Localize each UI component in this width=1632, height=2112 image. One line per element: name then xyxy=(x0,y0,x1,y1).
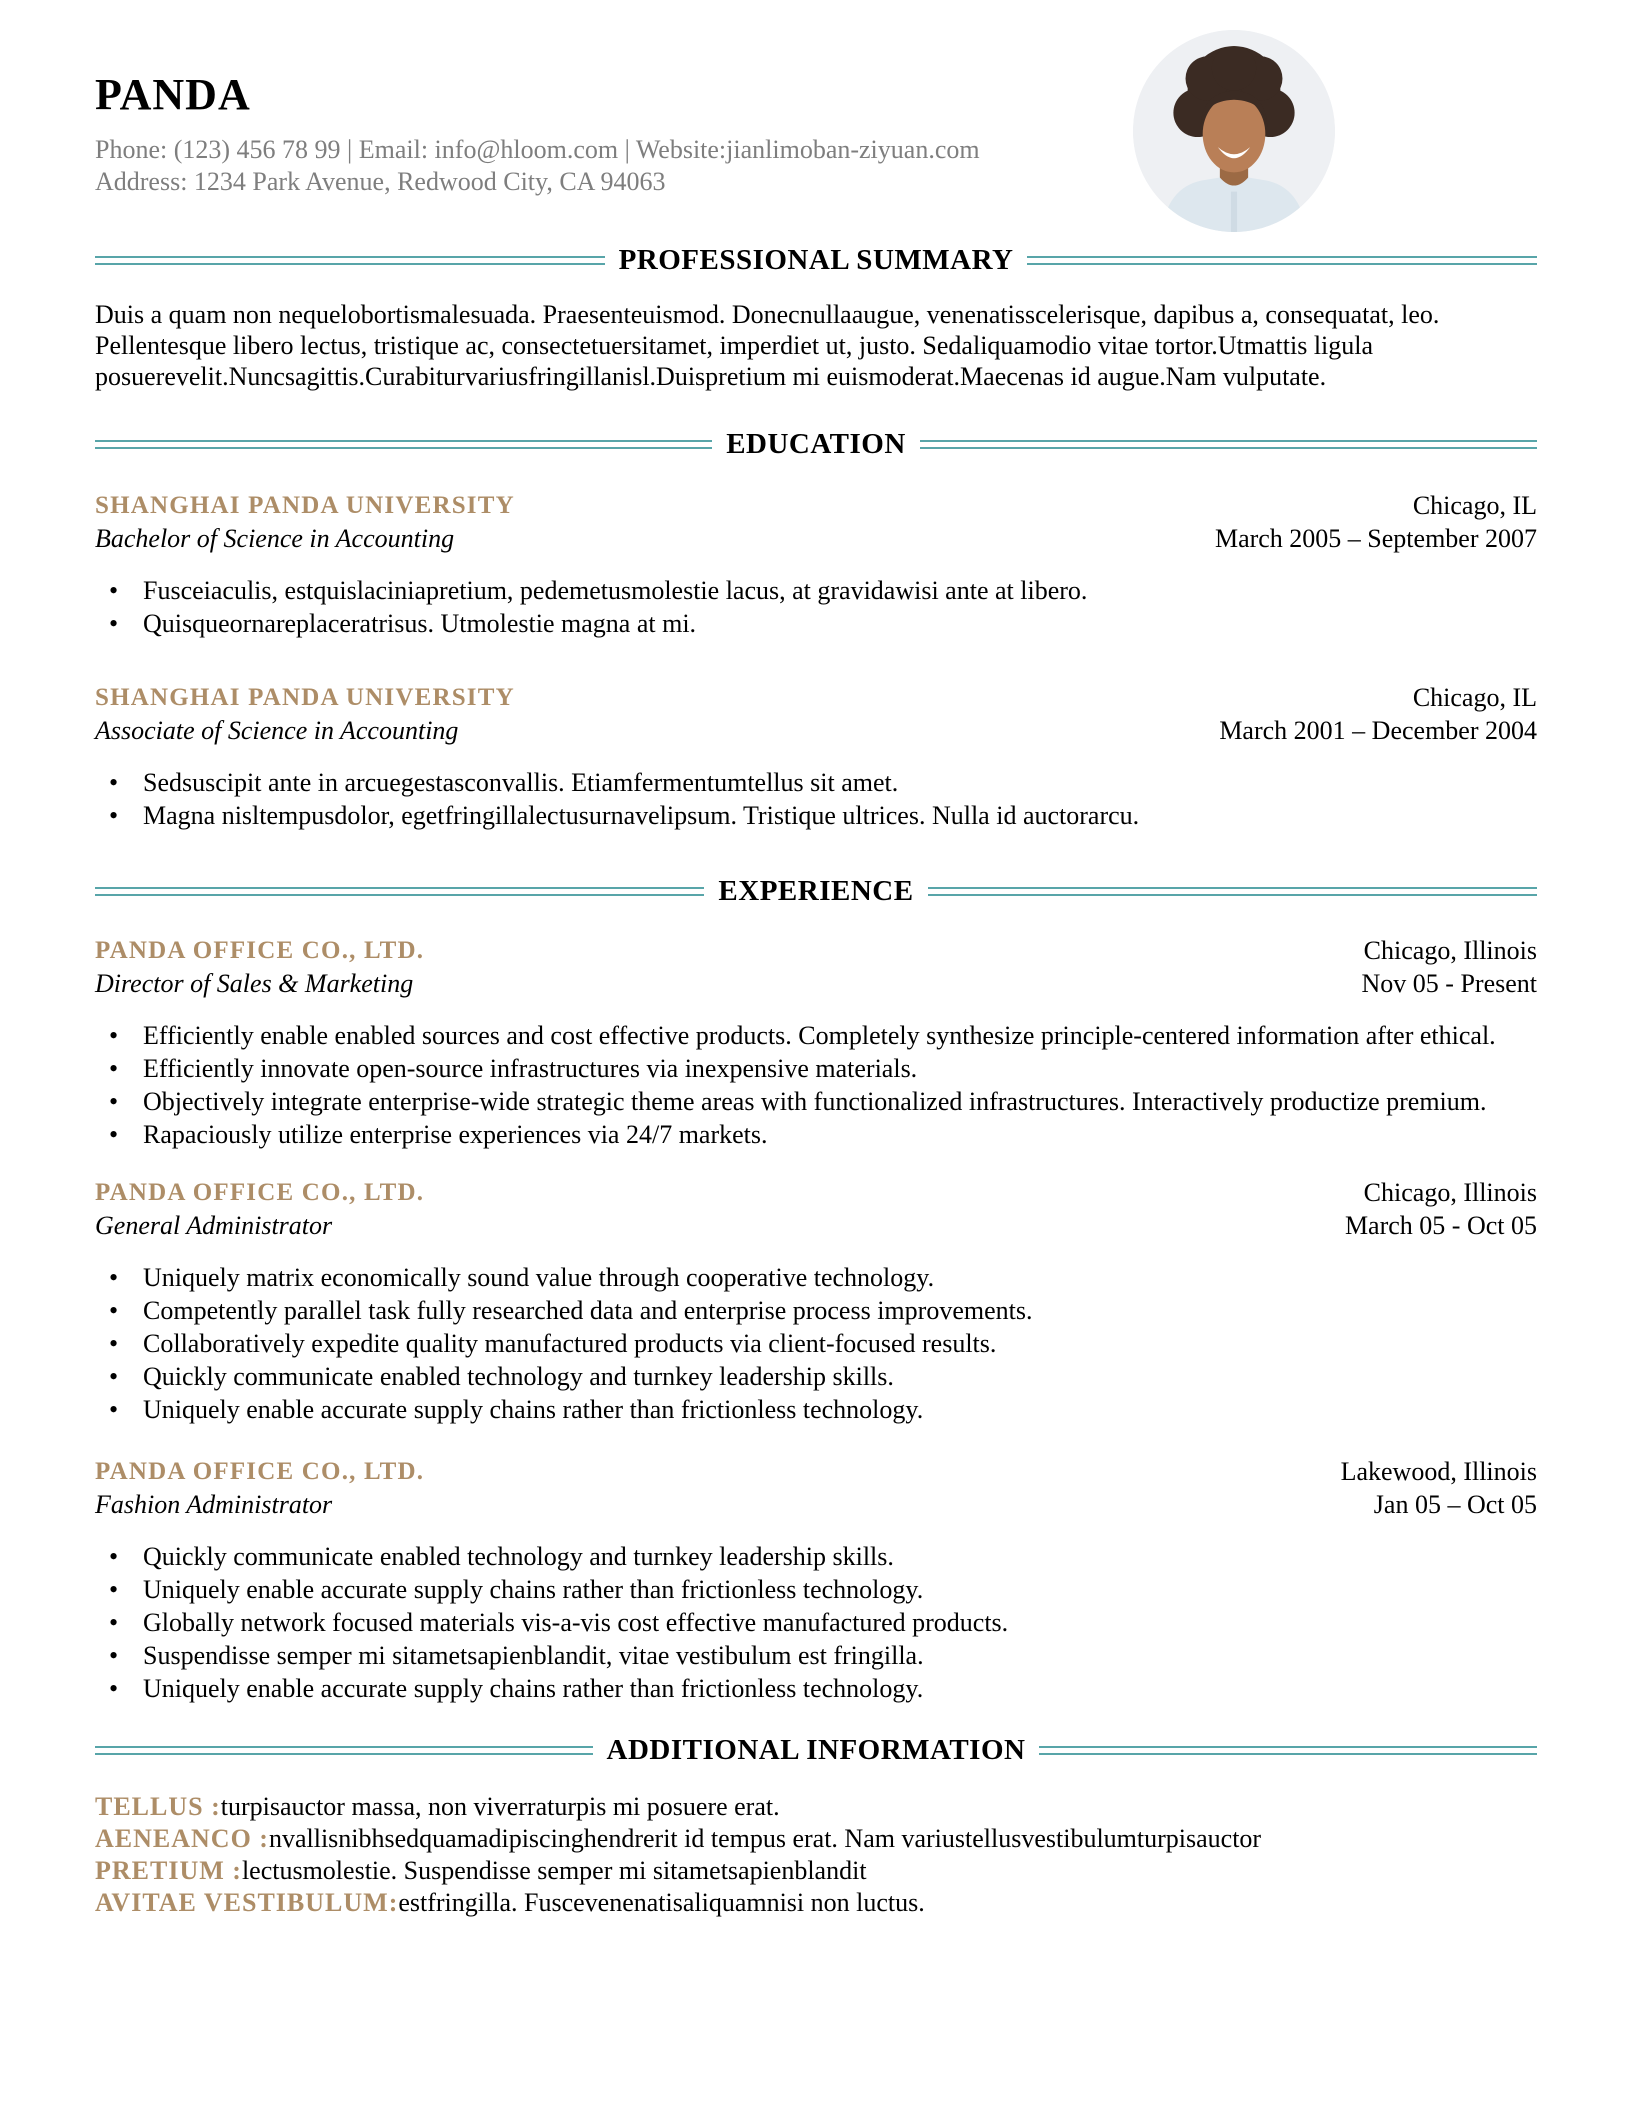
job-title: Director of Sales & Marketing xyxy=(95,969,414,998)
bullet-item: • Efficiently innovate open-source infrastructures via inexpensive materials. xyxy=(107,1053,1537,1084)
section-title: EDUCATION xyxy=(726,428,906,460)
entry-location: Chicago, IL xyxy=(1412,683,1537,712)
divider-line xyxy=(95,887,704,896)
bullet-item: • Efficiently enable enabled sources and cost effective products. Completely synthesize principle-centered information after ethical. xyxy=(107,1020,1537,1051)
entry-header xyxy=(95,934,1537,1000)
degree-title: Associate of Science in Accounting xyxy=(95,716,459,745)
divider-line xyxy=(1027,256,1537,265)
entry-location: Chicago, IL xyxy=(1412,491,1537,520)
additional-info-label: TELLUS : xyxy=(95,1792,221,1821)
entry-header xyxy=(95,1176,1537,1242)
section-header-experience xyxy=(95,875,1537,908)
bullet-list xyxy=(95,1262,1537,1425)
person-name: PANDA xyxy=(95,70,251,119)
additional-info-text: turpisauctor massa, non viverraturpis mi posuere erat. xyxy=(220,1792,780,1821)
section-title: ADDITIONAL INFORMATION xyxy=(606,1734,1026,1766)
institution-name: SHANGHAI PANDA UNIVERSITY xyxy=(95,684,515,711)
bullet-item: • Suspendisse semper mi sitametsapienblandit, vitae vestibulum est fringilla. xyxy=(107,1640,1537,1671)
bullet-list xyxy=(95,1541,1537,1704)
bullet-item: • Fusceiaculis, estquislaciniapretium, pedemetusmolestie lacus, at gravidawisi ante at libero. xyxy=(107,575,1537,606)
bullet-item: • Uniquely enable accurate supply chains rather than frictionless technology. xyxy=(107,1673,1537,1704)
institution-name: SHANGHAI PANDA UNIVERSITY xyxy=(95,492,515,519)
entry-dates: Jan 05 – Oct 05 xyxy=(1373,1490,1537,1519)
section-title: EXPERIENCE xyxy=(718,875,914,907)
entry-location: Chicago, Illinois xyxy=(1363,1178,1537,1207)
bullet-item: • Uniquely enable accurate supply chains rather than frictionless technology. xyxy=(107,1394,1537,1425)
divider-line xyxy=(920,440,1537,449)
avatar-illustration xyxy=(1133,30,1335,232)
additional-info-text: lectusmolestie. Suspendisse semper mi sitametsapienblandit xyxy=(241,1856,867,1885)
divider-line xyxy=(95,440,712,449)
entry-dates: March 2005 – September 2007 xyxy=(1214,524,1537,553)
experience-entry xyxy=(95,934,1537,1150)
education-entry xyxy=(95,489,1537,639)
additional-info-text: nvallisnibhsedquamadipiscinghendrerit id tempus erat. Nam variustellusvestibulumturpisauctor xyxy=(268,1824,1262,1853)
bullet-list xyxy=(95,1020,1537,1150)
additional-info-item xyxy=(95,1855,1537,1887)
divider-line xyxy=(95,1746,593,1755)
bullet-item: • Sedsuscipit ante in arcuegestasconvallis. Etiamfermentumtellus sit amet. xyxy=(107,767,1537,798)
contact-line-1: Phone: (123) 456 78 99 | Email: info@hloom.com | Website:jianlimoban-ziyuan.com xyxy=(95,135,980,164)
experience-entry xyxy=(95,1176,1537,1425)
bullet-item: • Magna nisltempusdolor, egetfringillalectusurnavelipsum. Tristique ultrices. Nulla id auctorarcu. xyxy=(107,800,1537,831)
section-header-professional-summary xyxy=(95,244,1537,277)
entry-location: Lakewood, Illinois xyxy=(1340,1457,1537,1486)
divider-line xyxy=(1039,1746,1537,1755)
entry-dates: Nov 05 - Present xyxy=(1361,969,1537,998)
bullet-item: • Uniquely enable accurate supply chains rather than frictionless technology. xyxy=(107,1574,1537,1605)
additional-info-item xyxy=(95,1887,1537,1919)
additional-info-label: AENEANCO : xyxy=(95,1824,269,1853)
additional-info-item xyxy=(95,1823,1537,1855)
bullet-list xyxy=(95,575,1537,639)
bullet-item: • Objectively integrate enterprise-wide strategic theme areas with functionalized infrastructures. Interactively productize premium. xyxy=(107,1086,1537,1117)
additional-info-text: estfringilla. Fuscevenenatisaliquamnisi non luctus. xyxy=(398,1888,925,1917)
company-name: PANDA OFFICE CO., LTD. xyxy=(95,1458,425,1485)
bullet-item: • Quickly communicate enabled technology and turnkey leadership skills. xyxy=(107,1541,1537,1572)
bullet-item: • Quisqueornareplaceratrisus. Utmolestie magna at mi. xyxy=(107,608,1537,639)
bullet-item: • Globally network focused materials vis-a-vis cost effective manufactured products. xyxy=(107,1607,1537,1638)
entry-header xyxy=(95,1455,1537,1521)
company-name: PANDA OFFICE CO., LTD. xyxy=(95,937,425,964)
experience-entry xyxy=(95,1455,1537,1704)
bullet-item: • Uniquely matrix economically sound value through cooperative technology. xyxy=(107,1262,1537,1293)
company-name: PANDA OFFICE CO., LTD. xyxy=(95,1179,425,1206)
job-title: General Administrator xyxy=(95,1211,333,1240)
entry-header xyxy=(95,681,1537,747)
divider-line xyxy=(95,256,605,265)
contact-line-2: Address: 1234 Park Avenue, Redwood City, CA 94063 xyxy=(95,167,666,196)
bullet-list xyxy=(95,767,1537,831)
entry-dates: March 2001 – December 2004 xyxy=(1219,716,1537,745)
additional-info-label: AVITAE VESTIBULUM: xyxy=(95,1888,399,1917)
section-header-education xyxy=(95,428,1537,461)
divider-line xyxy=(928,887,1537,896)
section-header-additional-information xyxy=(95,1734,1537,1767)
additional-info-list xyxy=(95,1791,1537,1919)
bullet-item: • Collaboratively expedite quality manufactured products via client-focused results. xyxy=(107,1328,1537,1359)
summary-text: Duis a quam non nequelobortismalesuada. Praesenteuismod. Donecnullaaugue, venenatisscelerisque, dapibus a, consequatat, leo. Pellentesque libero lectus, tristique ac, consectetuersitamet, imperdiet ut, justo. Sedaliquamodio vitae tortor.Utmattis ligula posuerevelit.Nuncsagittis.Curabiturvariusfringillanisl.Duispretium mi euismoderat.Maecenas id augue.Nam vulputate. xyxy=(95,300,1440,391)
education-entry xyxy=(95,681,1537,831)
bullet-item: • Competently parallel task fully researched data and enterprise process improvements. xyxy=(107,1295,1537,1326)
bullet-item: • Quickly communicate enabled technology and turnkey leadership skills. xyxy=(107,1361,1537,1392)
entry-location: Chicago, Illinois xyxy=(1363,936,1537,965)
section-title: PROFESSIONAL SUMMARY xyxy=(618,244,1014,276)
profile-photo xyxy=(1133,30,1335,232)
bullet-item: • Rapaciously utilize enterprise experiences via 24/7 markets. xyxy=(107,1119,1537,1150)
entry-header xyxy=(95,489,1537,555)
entry-dates: March 05 - Oct 05 xyxy=(1344,1211,1537,1240)
job-title: Fashion Administrator xyxy=(95,1490,333,1519)
degree-title: Bachelor of Science in Accounting xyxy=(95,524,455,553)
additional-info-label: PRETIUM : xyxy=(95,1856,242,1885)
additional-info-item xyxy=(95,1791,1537,1823)
